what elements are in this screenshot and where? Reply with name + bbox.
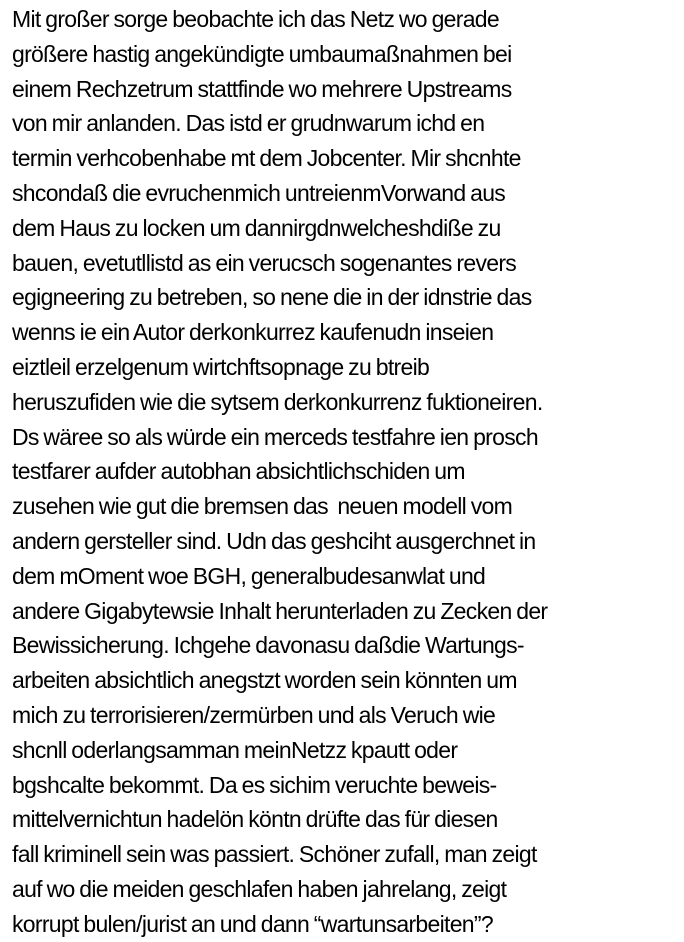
text-line: andere Gigabytewsie Inhalt herunterladen zu Zecken der xyxy=(12,597,548,624)
text-line: egigneering zu betreben, so nene die in der idnstrie das xyxy=(12,284,532,311)
text-line: wenns ie ein Autor derkonkurrez kaufenudn inseien xyxy=(12,319,494,346)
text-line: korrupt bulen/jurist an und dann “wartunsarbeiten”? xyxy=(12,910,493,937)
text-line: dem mOment woe BGH, generalbudesanwlat und xyxy=(12,562,486,589)
text-line: Bewissicherung. Ichgehe davonasu daßdie Wartungs- xyxy=(12,632,524,659)
text-line: fall kriminell sein was passiert. Schöner zufall, man zeigt xyxy=(12,841,537,868)
text-line: Mit großer sorge beobachte ich das Netz wo gerade xyxy=(12,6,499,32)
text-line: einem Rechzetrum stattfinde wo mehrere Upstreams xyxy=(12,75,512,102)
text-line: von mir anlanden. Das istd er grudnwarum ichd en xyxy=(12,110,485,137)
text-line: testfarer aufder autobhan absichtlichschiden um xyxy=(12,458,465,485)
text-line: mittelvernichtun hadelön köntn drüfte das für diesen xyxy=(12,806,498,833)
text-line: zusehen wie gut die bremsen das neuen modell vom xyxy=(12,493,513,520)
text-line: Ds wäree so als würde ein merceds testfahre ien prosch xyxy=(12,423,538,450)
text-line: bgshcalte bekommt. Da es sichim veruchte beweis- xyxy=(12,771,497,798)
text-line: andern gersteller sind. Udn das geshciht ausgerchnet in xyxy=(12,527,536,554)
text-line: eiztleil erzelgenum wirtchftsopnage zu btreib xyxy=(12,353,430,380)
text-line: auf wo die meiden geschlafen haben jahrelang, zeigt xyxy=(12,875,507,902)
text-line: shcnll oderlangsamman meinNetzz kpautt oder xyxy=(12,736,458,763)
document-text xyxy=(12,2,680,942)
text-line: shcondaß die evruchenmich untreienmVorwand aus xyxy=(12,179,506,206)
text-line: termin verhcobenhabe mt dem Jobcenter. Mir shcnhte xyxy=(12,145,521,172)
text-line: bauen, evetutllistd as ein verucsch sogenantes revers xyxy=(12,249,517,276)
text-line: dem Haus zu locken um dannirgdnwelcheshdiße zu xyxy=(12,214,501,241)
text-line: arbeiten absichtlich anegstzt worden sein könnten um xyxy=(12,667,517,694)
text-line: heruszufiden wie die sytsem derkonkurrenz fuktioneiren. xyxy=(12,388,543,415)
text-line: mich zu terrorisieren/zermürben und als Veruch wie xyxy=(12,701,496,728)
text-line: größere hastig angekündigte umbaumaßnahmen bei xyxy=(12,40,512,67)
